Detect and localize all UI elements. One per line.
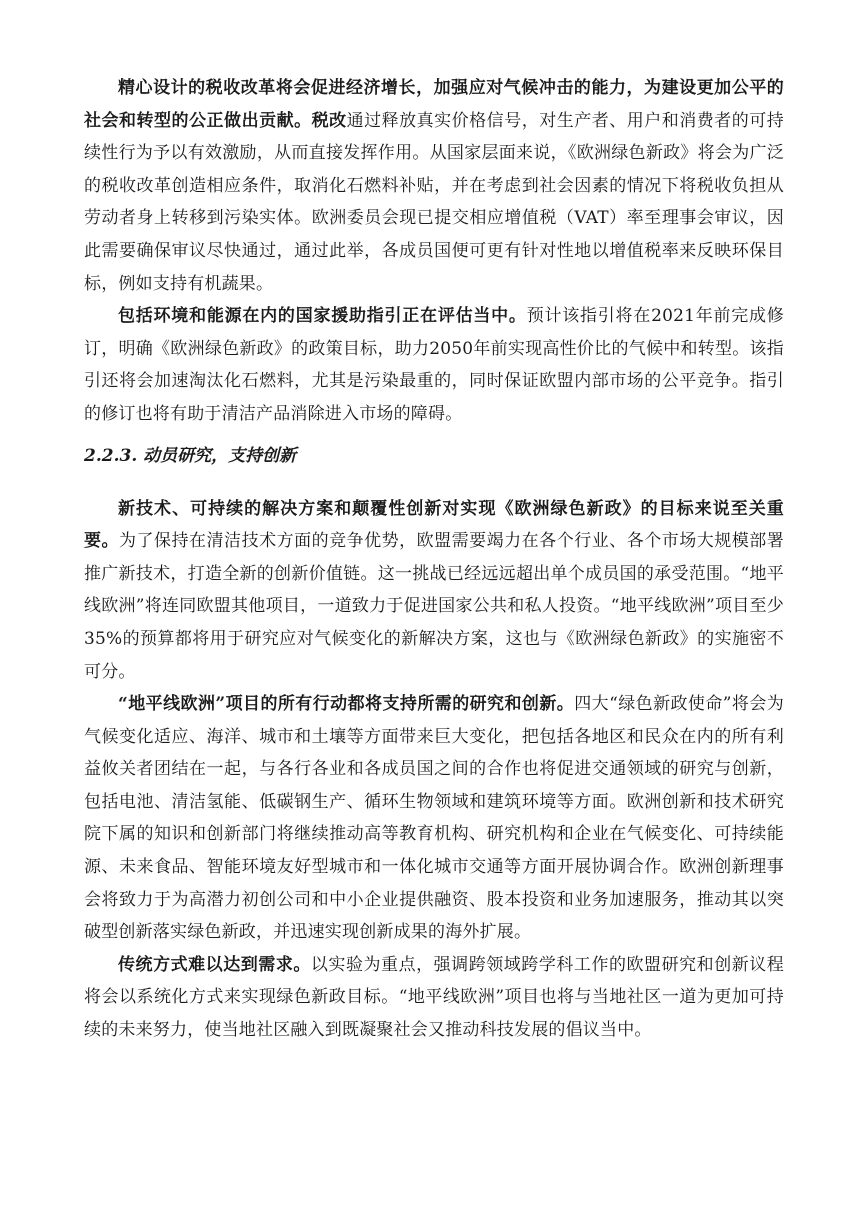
paragraph-lead-bold: 传统方式难以达到需求。 (118, 954, 311, 975)
paragraph-lead-bold: 精心设计的税收改革将会促进经济增长，加强应对气候冲击的能力，为建设更加公平的社会和转型的公正做出贡献。税改 (84, 78, 784, 131)
paragraph-lead-bold: “地平线欧洲”项目的所有行动都将支持所需的研究和创新。 (118, 694, 575, 715)
paragraph-body: 四大“绿色新政使命”将会为气候变化适应、海洋、城市和土壤等方面带来巨大变化，把包括各地区和民众在内的所有利益攸关者团结在一起，与各行各业和各成员国之间的合作也将促进交通领域的研究与创新，包括电池、清洁氢能、低碳钢生产、循环生物领域和建筑环境等方面。欧洲创新和技术研究院下属的知识和创新部门将继续推动高等教育机构、研究机构和企业在气候变化、可持续能源、未来食品、智能环境友好型城市和一体化城市交通等方面开展协调合作。欧洲创新理事会将致力于为高潜力初创公司和中小企业提供融资、股本投资和业务加速服务，推动其以突破型创新落实绿色新政，并迅速实现创新成果的海外扩展。 (84, 694, 784, 943)
paragraph-horizon-europe (84, 688, 784, 949)
paragraph-lead-bold: 包括环境和能源在内的国家援助指引正在评估当中。 (118, 306, 527, 327)
paragraph-body: 为了保持在清洁技术方面的竞争优势，欧盟需要竭力在各个行业、各个市场大规模部署推广新技术，打造全新的创新价值链。这一挑战已经远远超出单个成员国的承受范围。“地平线欧洲”将连同欧盟其他项目，一道致力于促进国家公共和私人投资。“地平线欧洲”项目至少35%的预算都将用于研究应对气候变化的新解决方案，这也与《欧洲绿色新政》的实施密不可分。 (84, 531, 784, 682)
paragraph-body: 预计该指引将在2021年前完成修订，明确《欧洲绿色新政》的政策目标，助力2050年前实现高性价比的气候中和转型。该指引还将会加速淘汰化石燃料，尤其是污染最重的，同时保证欧盟内部市场的公平竞争。指引的修订也将有助于清洁产品消除进入市场的障碍。 (84, 306, 784, 424)
paragraph-tax-reform (84, 72, 784, 300)
paragraph-body: 以实验为重点，强调跨领域跨学科工作的欧盟研究和创新议程将会以系统化方式来实现绿色新政目标。“地平线欧洲”项目也将与当地社区一道为更加可持续的未来努力，使当地社区融入到既凝聚社会又推动科技发展的倡议当中。 (84, 954, 784, 1041)
paragraph-state-aid (84, 300, 784, 430)
paragraph-new-technology (84, 493, 784, 689)
section-heading: 2.2.3. 动员研究，支持创新 (84, 445, 297, 466)
document-page (84, 72, 784, 1047)
paragraph-lead-bold: 新技术、可持续的解决方案和颠覆性创新对实现《欧洲绿色新政》的目标来说至关重要。 (84, 498, 784, 552)
paragraph-traditional-methods (84, 949, 784, 1047)
paragraph-body: 通过释放真实价格信号，对生产者、用户和消费者的可持续性行为予以有效激励，从而直接发挥作用。从国家层面来说，《欧洲绿色新政》将会为广泛的税收改革创造相应条件，取消化石燃料补贴，并在考虑到社会因素的情况下将税收负担从劳动者身上转移到污染实体。欧洲委员会现已提交相应增值税（VAT）率至理事会审议，因此需要确保审议尽快通过，通过此举，各成员国便可更有针对性地以增值税率来反映环保目标，例如支持有机蔬果。 (84, 110, 785, 294)
